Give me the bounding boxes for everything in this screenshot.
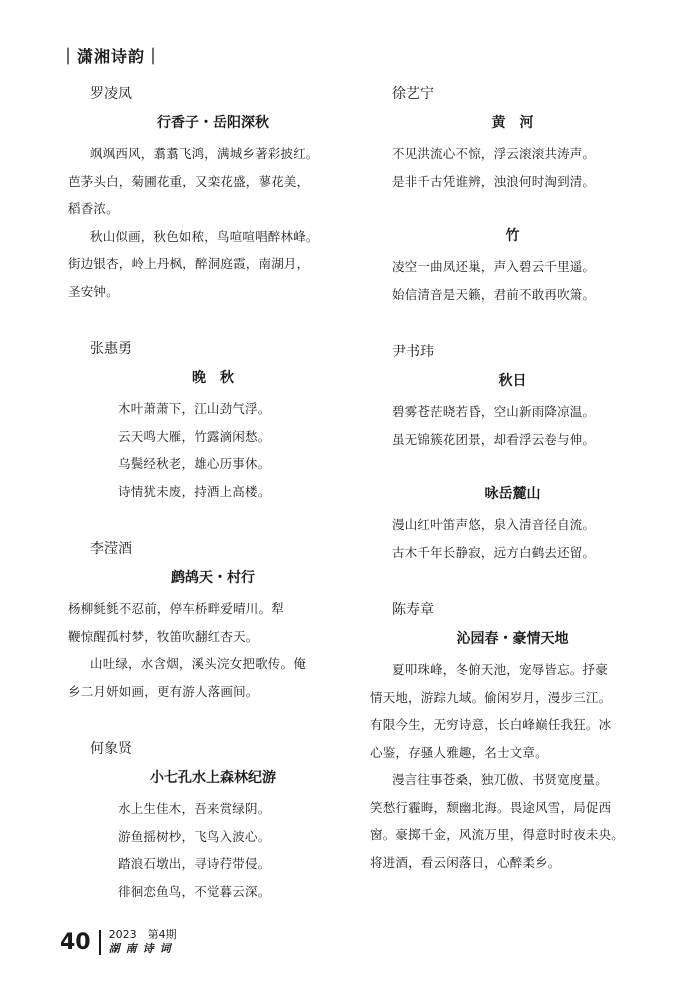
poem-line: 云天鸣大雁，竹露滴闲愁。 <box>118 428 271 444</box>
poet-name: 陈寿章 <box>392 602 434 618</box>
poem-line: 木叶萧萧下，江山劲气浮。 <box>118 401 271 416</box>
poem <box>370 223 655 308</box>
poem-line: 飒飒西风，翥翥飞鸿，满城乡著彩披红。 <box>90 146 319 161</box>
poem-line: 碧雾苍茫晓若昏，空山新雨降凉温。 <box>392 404 596 419</box>
poet-section <box>68 84 358 305</box>
poem-title: 晚 秋 <box>192 370 234 386</box>
poem <box>370 368 655 453</box>
poet-section <box>68 739 358 905</box>
section-header: ｜潇湘诗韵｜ <box>60 47 163 66</box>
poem <box>68 565 358 705</box>
page-number: 40 <box>60 930 101 955</box>
poem-title: 行香子・岳阳深秋 <box>157 115 269 131</box>
poem <box>68 110 358 305</box>
poet-name: 张惠勇 <box>90 341 132 357</box>
poem-title: 竹 <box>505 228 520 244</box>
poem <box>370 481 655 566</box>
poem-line: 徘徊恋鱼鸟，不觉暮云深。 <box>118 883 271 899</box>
poem-line: 杨柳毵毵不忍前，停车桥畔爱晴川。犁 <box>68 601 284 616</box>
poet-section <box>370 600 655 876</box>
poem <box>370 110 655 195</box>
poem-line: 街边银杏，岭上丹枫，醉洞庭霞，南湖月， <box>68 256 310 271</box>
poem-line: 夏叩珠峰，冬俯天池，宠辱皆忘。抒豪 <box>392 662 608 677</box>
poem-line: 山吐绿，水含烟，溪头浣女把歌传。俺 <box>90 656 306 671</box>
poem-title: 小七孔水上森林纪游 <box>150 770 276 786</box>
poem-line: 情天地，游踪九域。偷闲岁月，漫步三江。 <box>370 689 612 705</box>
poem-line: 笑愁行霾晦，颓幽北海。畏途风雪，局促西 <box>370 799 612 815</box>
poem-title: 鹧鸪天・村行 <box>171 570 255 586</box>
poem-line: 鞭惊醒孤村梦，牧笛吹翻红杏天。 <box>68 628 259 644</box>
poem-line: 踏浪石墩出，寻诗荇带侵。 <box>118 856 271 871</box>
right-column <box>370 84 655 910</box>
poet-name: 徐艺宁 <box>392 86 434 102</box>
poet-name: 何象贤 <box>90 741 132 757</box>
page-footer <box>60 928 177 956</box>
poem-line: 古木千年长静寂，远方白鹤去还留。 <box>392 544 596 560</box>
poem-line: 诗情犹未废，持酒上高楼。 <box>118 483 271 499</box>
poem-line: 乡二月妍如画，更有游人落画间。 <box>68 683 259 699</box>
magazine-title: 湖南诗词 <box>108 942 177 955</box>
poet-section <box>370 84 655 308</box>
poem-title: 咏岳麓山 <box>484 486 541 502</box>
poem <box>370 626 655 876</box>
poet-name: 罗凌凤 <box>90 86 132 102</box>
poem-line: 不见洪流心不惊，浮云滚滚共涛声。 <box>392 146 596 161</box>
poem-line: 芭茅头白，菊圃花重，又栾花盛，蓼花美， <box>68 173 310 189</box>
poem-line: 窗。豪掷千金，风流万里，得意时时夜未央。 <box>370 827 625 842</box>
poet-section <box>68 539 358 705</box>
poem-line: 稻香浓。 <box>68 201 119 216</box>
poet-section <box>68 339 358 505</box>
left-column <box>68 84 358 939</box>
poem-line: 水上生佳木，吾来赏绿阴。 <box>118 801 271 816</box>
poem-line: 将进酒，看云闲落日，心醉柔乡。 <box>370 854 561 870</box>
issue-label: 2023 第4期 <box>108 928 177 941</box>
poem-line: 是非千古凭谁辨，浊浪何时淘到清。 <box>392 173 596 189</box>
poem-title: 沁园春・豪情天地 <box>456 631 569 647</box>
poem-line: 心鉴，存骚人雅趣，名士文章。 <box>370 744 548 760</box>
poem-line: 始信清音是天籁，君前不敢再吹箫。 <box>392 286 596 302</box>
poem-line: 漫山红叶笛声悠，泉入清音径自流。 <box>392 517 596 532</box>
poem-title: 秋日 <box>498 373 527 389</box>
poem-title: 黄 河 <box>491 115 534 131</box>
poem-line: 虽无锦簇花团景，却看浮云卷与伸。 <box>392 431 596 447</box>
poet-name: 尹书玮 <box>392 344 434 360</box>
poem-line: 秋山似画，秋色如秾，鸟喧喧唱醉林峰。 <box>90 228 319 244</box>
poem-line: 漫言往事苍桑，独兀傲、书贤宽度量。 <box>392 772 608 787</box>
poem-line: 圣安钟。 <box>68 283 119 299</box>
issue-info <box>109 928 177 956</box>
poem <box>68 365 358 505</box>
poet-section <box>370 342 655 566</box>
poem-line: 游鱼摇树杪，飞鸟入波心。 <box>118 828 271 844</box>
poet-name: 李滢酒 <box>90 541 132 557</box>
poem-line: 乌鬓经秋老，雄心历事休。 <box>118 456 271 471</box>
poem-line: 有限今生，无穷诗意，长白峰巅任我狂。冰 <box>370 717 612 732</box>
poem <box>68 765 358 905</box>
poem-line: 凌空一曲凤还巢，声入碧云千里遥。 <box>392 259 596 274</box>
